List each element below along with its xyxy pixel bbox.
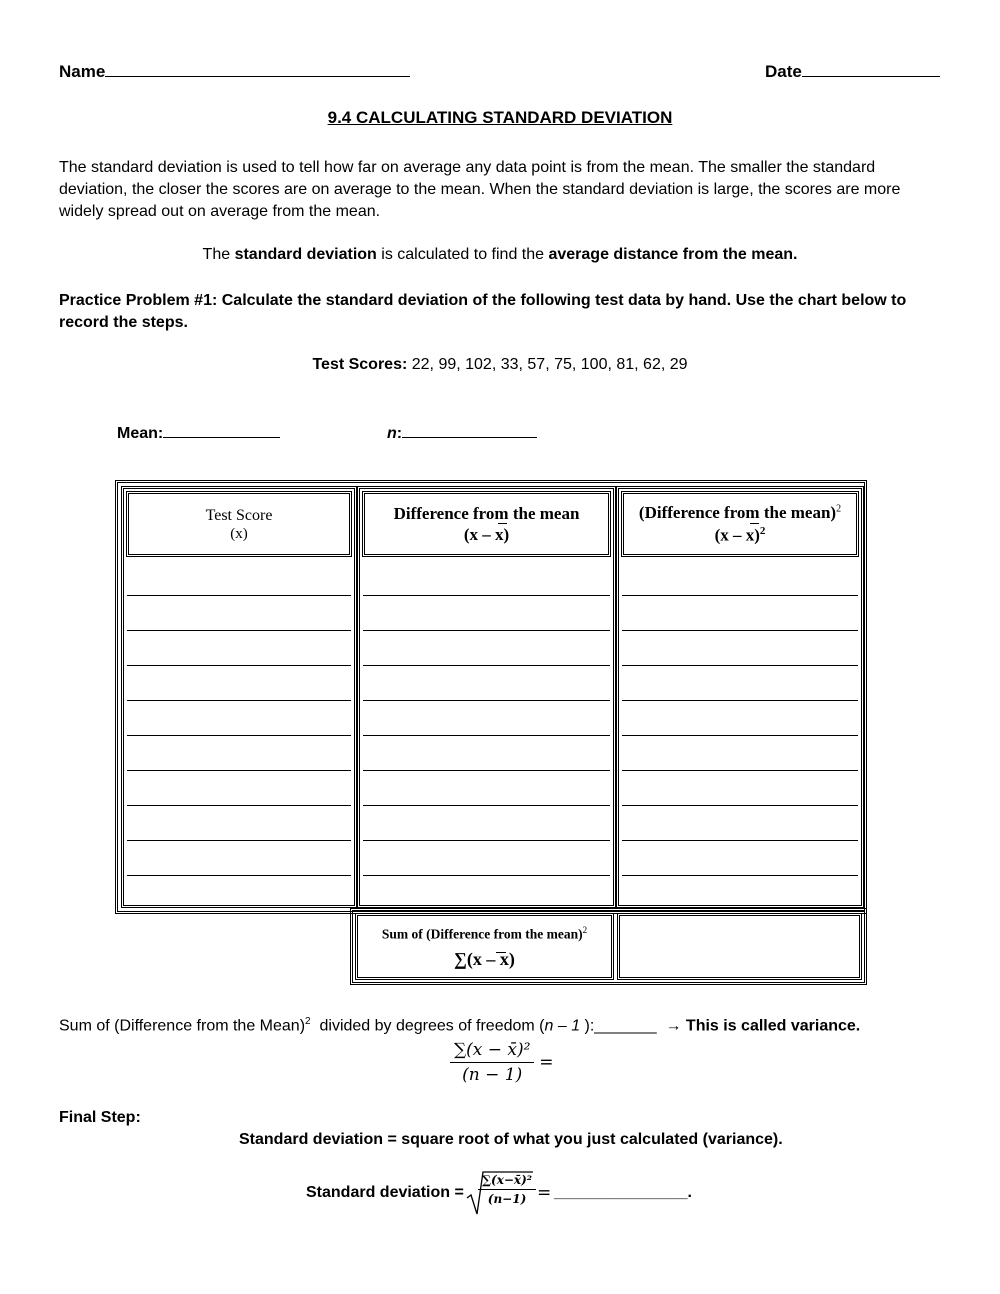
definition-bold-1: standard deviation [234, 246, 377, 263]
table-row[interactable] [622, 631, 858, 666]
column-test-score [121, 486, 357, 908]
name-field [59, 61, 410, 82]
table-row[interactable] [363, 631, 610, 666]
table-row[interactable] [363, 596, 610, 631]
header-difference-sub [365, 525, 608, 545]
table-row[interactable] [127, 771, 351, 806]
column-squared [616, 486, 864, 908]
sum-label-sup: 2 [582, 925, 588, 935]
sum-label-text: Sum of (Difference from the mean) [381, 926, 583, 942]
definition-text-1: The [202, 246, 235, 263]
practice-problem: Practice Problem #1: Calculate the standard deviation of the following test data by hand. Use the chart below to record the steps. [59, 292, 907, 331]
table-row[interactable] [127, 666, 351, 701]
table-row[interactable] [622, 806, 858, 841]
sd-equals: = [537, 1183, 552, 1203]
final-step-instruction: Standard deviation = square root of what you just calculated (variance). [239, 1131, 783, 1148]
sd-fraction [478, 1173, 536, 1206]
test-scores-line [0, 356, 1000, 374]
difference-formula: (x – x) [463, 525, 510, 544]
variance-text-3: ):_______ [584, 1017, 666, 1035]
variance-bold: This is called variance. [681, 1017, 861, 1035]
xbar-overline [498, 523, 507, 524]
variance-line [59, 1016, 860, 1035]
date-field [765, 61, 940, 82]
sd-label: Standard deviation = [306, 1184, 464, 1201]
table-row[interactable] [622, 561, 858, 596]
table-row[interactable] [622, 596, 858, 631]
final-step-label: Final Step: [59, 1109, 141, 1126]
sum-box [350, 908, 867, 985]
variance-text-2: divided by degrees of freedom ( [310, 1017, 545, 1035]
date-blank[interactable] [802, 61, 940, 77]
definition-bold-2: average distance from the mean. [548, 246, 798, 263]
page-title: 9.4 CALCULATING STANDARD DEVIATION [327, 108, 673, 127]
intro-paragraph: The standard deviation is used to tell how far on average any data point is from the mean. The smaller the standard deviation, the closer the scores are on average to the mean. When the standard deviation is large, the scores are more widely spread out on average from the mean. [59, 159, 901, 220]
table-row[interactable] [127, 841, 351, 876]
table-row[interactable] [127, 806, 351, 841]
name-label: Name [59, 62, 106, 81]
header-test-score [126, 491, 352, 557]
sd-period: . [687, 1184, 692, 1201]
sum-answer-cell[interactable] [617, 913, 862, 980]
n-colon: : [396, 425, 403, 442]
table-row[interactable] [363, 666, 610, 701]
variance-formula [450, 1040, 553, 1085]
test-scores-values: 22, 99, 102, 33, 57, 75, 100, 81, 62, 29 [407, 356, 688, 373]
arrow-icon: → [665, 1017, 682, 1035]
header-squared-sub [624, 525, 856, 546]
n-blank[interactable] [402, 422, 537, 438]
column-difference [357, 486, 616, 908]
date-label: Date [765, 62, 802, 81]
sd-denominator: (n−1) [487, 1192, 527, 1206]
squared-formula-sup: 2 [759, 525, 766, 537]
table-row[interactable] [622, 701, 858, 736]
table-row[interactable] [363, 736, 610, 771]
test-scores-label: Test Scores: [312, 356, 408, 373]
sd-answer[interactable] [554, 1184, 692, 1202]
variance-n-expr: n – 1 [544, 1017, 585, 1035]
sum-formula [358, 949, 611, 970]
standard-deviation-table [115, 480, 867, 914]
table-row[interactable] [622, 841, 858, 876]
variance-numerator: ∑(x − x̄)² [450, 1040, 534, 1063]
n-label: n [387, 425, 397, 442]
n-field [387, 422, 537, 443]
xbar-overline-2 [750, 523, 759, 524]
squared-formula: (x – x) [714, 525, 760, 545]
table-row[interactable] [622, 666, 858, 701]
xbar-overline-3 [496, 952, 506, 953]
table-row[interactable] [363, 876, 610, 911]
table-row[interactable] [127, 631, 351, 666]
mean-blank[interactable] [163, 422, 280, 438]
sd-numerator: ∑(x−x̄)² [478, 1173, 536, 1190]
header-test-score-sub: (x) [230, 526, 248, 542]
squared-title-sup: 2 [836, 503, 842, 515]
sd-blank[interactable]: _______________ [554, 1184, 688, 1201]
table-row[interactable] [363, 841, 610, 876]
header-squared [621, 491, 859, 557]
table-row[interactable] [622, 771, 858, 806]
sum-label [358, 925, 611, 943]
variance-denominator: (n − 1) [462, 1065, 523, 1085]
table-row[interactable] [127, 596, 351, 631]
mean-label: Mean: [117, 425, 164, 442]
sum-label-cell [355, 913, 614, 980]
definition-text-2: is calculated to find the [376, 246, 549, 263]
variance-sup: 2 [305, 1016, 311, 1027]
table-row[interactable] [363, 561, 610, 596]
table-row[interactable] [127, 876, 351, 911]
table-row[interactable] [127, 561, 351, 596]
table-row[interactable] [363, 701, 610, 736]
table-row[interactable] [127, 736, 351, 771]
definition-line [0, 246, 1000, 264]
mean-field [117, 422, 280, 443]
header-difference-title: Difference from the mean [393, 504, 580, 523]
variance-fraction [450, 1040, 534, 1085]
table-row[interactable] [622, 876, 858, 911]
header-test-score-title: Test Score [205, 507, 273, 524]
table-row[interactable] [363, 771, 610, 806]
variance-text-1: Sum of (Difference from the Mean) [59, 1017, 306, 1035]
table-row[interactable] [622, 736, 858, 771]
variance-equals: = [539, 1052, 554, 1073]
name-blank[interactable] [105, 61, 410, 77]
header-difference [362, 491, 611, 557]
squared-title-text: (Difference from the mean) [638, 503, 837, 522]
table-row[interactable] [127, 701, 351, 736]
header-squared-title [624, 503, 856, 523]
sum-formula-text: ∑(x – x) [454, 949, 515, 969]
table-row[interactable] [363, 806, 610, 841]
